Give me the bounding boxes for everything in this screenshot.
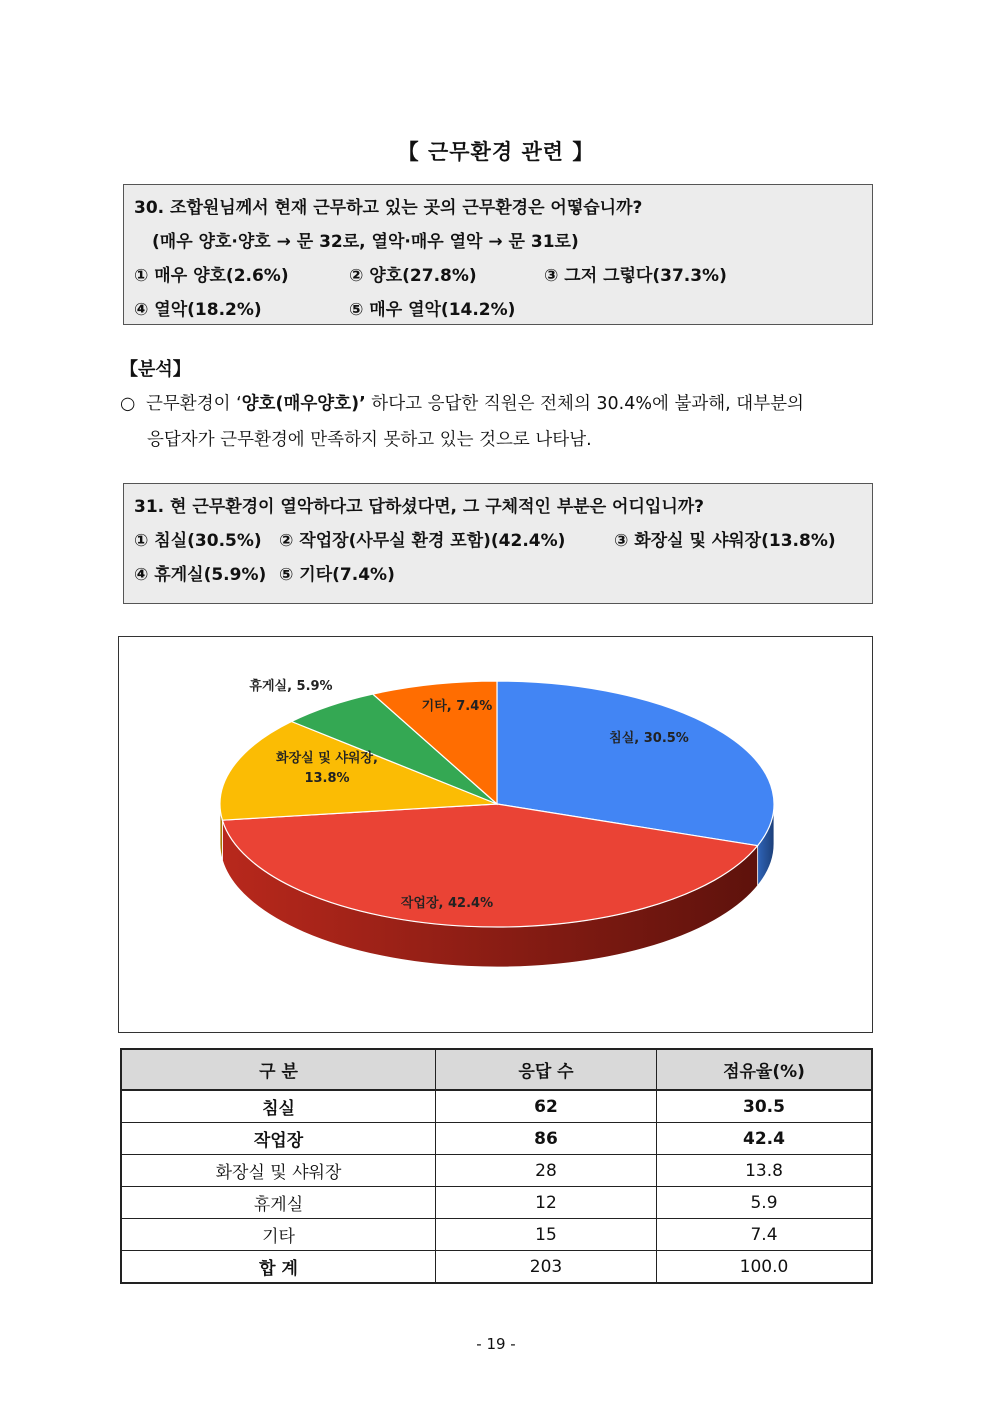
pie-chart-svg (119, 637, 874, 1034)
cell-total-count: 203 (436, 1251, 657, 1284)
cell-count: 62 (436, 1090, 657, 1123)
cell-count: 86 (436, 1123, 657, 1155)
q30-option-3: ③ 그저 그렇다(37.3%) (544, 266, 727, 286)
pie-label-1: 작업장, 42.4% (400, 896, 494, 911)
q30-option-4: ④ 열악(18.2%) (134, 300, 262, 320)
table-row (121, 1123, 872, 1155)
question-30-options-row1 (134, 259, 862, 293)
pie-label-2: 화장실 및 샤워장, 13.8% (276, 751, 378, 786)
analysis-bold: 양호(매우양호)’ (241, 394, 366, 414)
question-31-box (123, 483, 873, 604)
pie-label-3: 휴게실, 5.9% (249, 679, 333, 694)
cell-count: 12 (436, 1187, 657, 1219)
question-31-text: 31. 현 근무환경이 열악하다고 답하셨다면, 그 구체적인 부분은 어디입니까? (134, 497, 705, 517)
cell-category: 기타 (121, 1219, 436, 1251)
table-total-row (121, 1251, 872, 1284)
cell-category: 화장실 및 샤워장 (121, 1155, 436, 1187)
q31-option-2: ② 작업장(사무실 환경 포함)(42.4%) (279, 531, 566, 551)
cell-category: 휴게실 (121, 1187, 436, 1219)
analysis-line-1 (120, 386, 872, 422)
q31-option-3: ③ 화장실 및 샤워장(13.8%) (614, 531, 836, 551)
cell-count: 15 (436, 1219, 657, 1251)
question-30-text: 30. 조합원님께서 현재 근무하고 있는 곳의 근무환경은 어떻습니까? (134, 198, 643, 218)
table-row (121, 1090, 872, 1123)
question-30-options-row2 (134, 293, 862, 327)
question-30-box (123, 184, 873, 325)
analysis-text (120, 386, 872, 458)
cell-total-share: 100.0 (657, 1251, 873, 1284)
cell-category: 작업장 (121, 1123, 436, 1155)
cell-share: 5.9 (657, 1187, 873, 1219)
q31-option-4: ④ 휴게실(5.9%) (134, 565, 267, 585)
question-31-options-row1 (134, 524, 862, 558)
bullet-icon: ○ (120, 394, 136, 414)
data-table (120, 1048, 873, 1284)
question-30-sub: (매우 양호·양호 → 문 32로, 열악·매우 열악 → 문 31로) (152, 232, 579, 252)
cell-share: 7.4 (657, 1219, 873, 1251)
pie-label-0: 침실, 30.5% (609, 731, 689, 746)
cell-category: 침실 (121, 1090, 436, 1123)
cell-share: 13.8 (657, 1155, 873, 1187)
q30-option-1: ① 매우 양호(2.6%) (134, 266, 289, 286)
pie-label-4: 기타, 7.4% (421, 699, 493, 714)
question-31-options-row2 (134, 558, 862, 592)
cell-total-label: 합 계 (121, 1251, 436, 1284)
cell-share: 30.5 (657, 1090, 873, 1123)
header-count: 응답 수 (436, 1049, 657, 1090)
q31-option-1: ① 침실(30.5%) (134, 531, 262, 551)
table-row (121, 1187, 872, 1219)
q31-option-5: ⑤ 기타(7.4%) (279, 565, 395, 585)
table-row (121, 1155, 872, 1187)
header-share: 점유율(%) (657, 1049, 873, 1090)
header-category: 구 분 (121, 1049, 436, 1090)
analysis-post: 하다고 응답한 직원은 전체의 30.4%에 불과해, 대부분의 (365, 394, 804, 414)
page-number: - 19 - (476, 1335, 516, 1353)
pie-chart (118, 636, 873, 1033)
analysis-line-2: 응답자가 근무환경에 만족하지 못하고 있는 것으로 나타남. (147, 430, 592, 450)
section-title: 【 근무환경 관련 】 (397, 140, 595, 164)
analysis-heading: 【분석】 (120, 359, 191, 380)
q30-option-5: ⑤ 매우 열악(14.2%) (349, 300, 516, 320)
analysis-pre: 근무환경이 ‘ (146, 394, 242, 414)
table-row (121, 1219, 872, 1251)
cell-count: 28 (436, 1155, 657, 1187)
cell-share: 42.4 (657, 1123, 873, 1155)
q30-option-2: ② 양호(27.8%) (349, 266, 477, 286)
